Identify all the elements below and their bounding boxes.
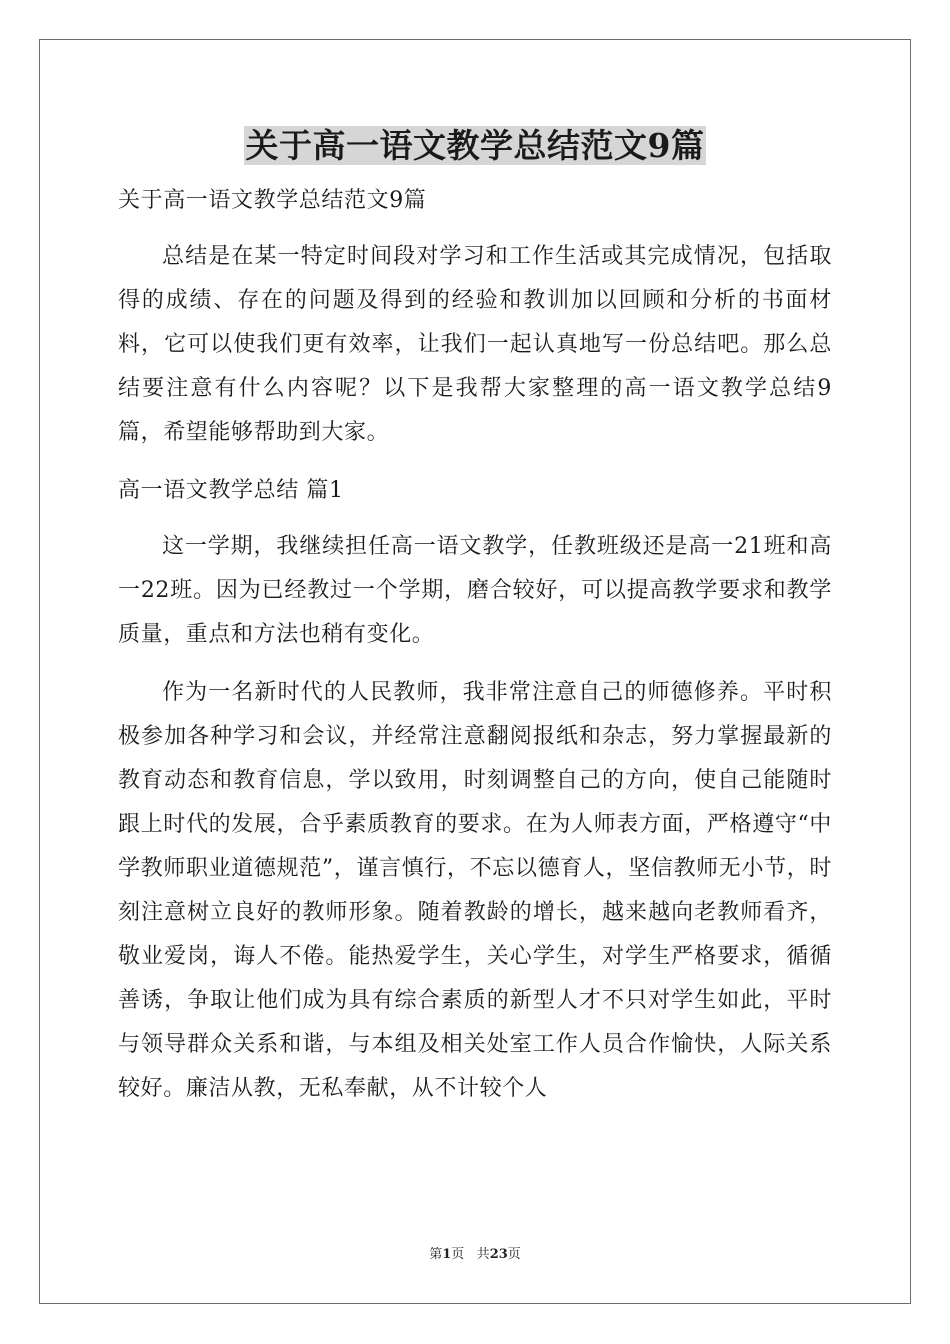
footer-page-number: 1: [442, 1247, 452, 1262]
footer-total-pages: 23: [489, 1247, 508, 1262]
footer-page-suffix: 页: [451, 1247, 465, 1262]
footer-total-prefix: 共: [476, 1247, 490, 1262]
section-heading: 高一语文教学总结 篇1: [118, 478, 344, 503]
footer-page-prefix: 第: [429, 1247, 443, 1262]
intro-paragraph: 总结是在某一特定时间段对学习和工作生活或其完成情况，包括取得的成绩、存在的问题及得到的经验和教训加以回顾和分析的书面材料，它可以使我们更有效率，让我们一起认真地写一份总结吧。那么总结要注意有什么内容呢？以下是我帮大家整理的高一语文教学总结9篇，希望能够帮助到大家。: [118, 244, 832, 445]
document-subtitle: 关于高一语文教学总结范文9篇: [118, 188, 427, 213]
body-paragraph-1: 这一学期，我继续担任高一语文教学，任教班级还是高一21班和高一22班。因为已经教过一个学期，磨合较好，可以提高教学要求和教学质量，重点和方法也稍有变化。: [118, 534, 832, 647]
document-title: [0, 124, 950, 168]
document-body: [118, 179, 832, 1111]
body-paragraph-2: 作为一名新时代的人民教师，我非常注意自己的师德修养。平时积极参加各种学习和会议，并经常注意翻阅报纸和杂志，努力掌握最新的教育动态和教育信息，学以致用，时刻调整自己的方向，使自己能随时跟上时代的发展，合乎素质教育的要求。在为人师表方面，严格遵守“中学教师职业道德规范”，谨言慎行，不忘以德育人，坚信教师无小节，时刻注意树立良好的教师形象。随着教龄的增长，越来越向老教师看齐，敬业爱岗，诲人不倦。能热爱学生，关心学生，对学生严格要求，循循善诱，争取让他们成为具有综合素质的新型人才不只对学生如此，平时与领导群众关系和谐，与本组及相关处室工作人员合作愉快，人际关系较好。廉洁从教，无私奉献，从不计较个人: [118, 680, 832, 1101]
document-title-text: 关于高一语文教学总结范文9篇: [245, 126, 705, 165]
page-footer: [0, 1246, 950, 1264]
footer-total-suffix: 页: [507, 1247, 521, 1262]
